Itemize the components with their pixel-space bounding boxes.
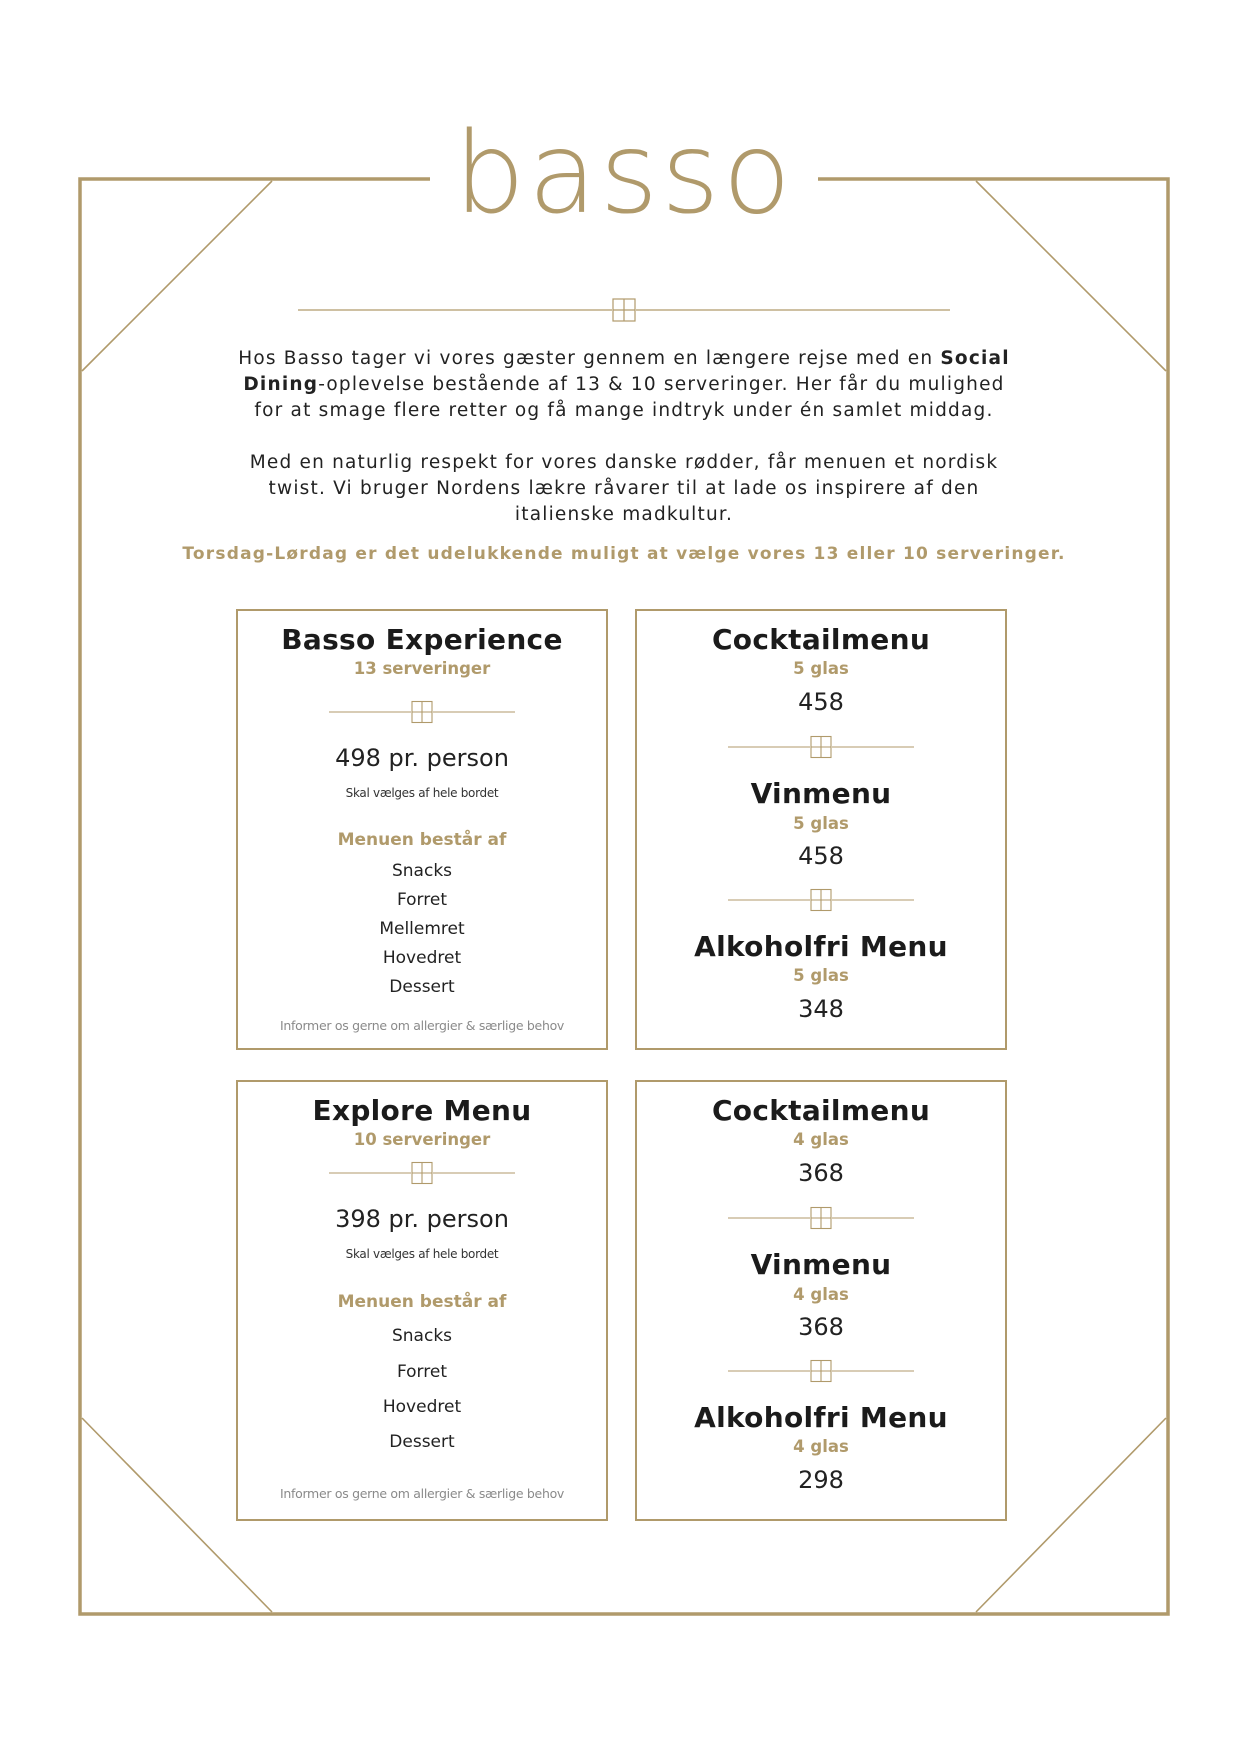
drink-subtitle: 4 glas (793, 1130, 849, 1149)
drink-price: 458 (798, 842, 844, 870)
course-item: Mellemret (379, 919, 465, 939)
drink-subtitle: 5 glas (793, 814, 849, 833)
drink-title: Alkoholfri Menu (694, 1401, 948, 1434)
explore-note: Skal vælges af hele bordet (345, 1247, 499, 1261)
drink-price: 348 (798, 995, 844, 1023)
drink-title: Vinmenu (750, 777, 892, 810)
divider-ornament-icon (728, 1206, 914, 1230)
intro-text-bold: Social Dining (243, 348, 1010, 395)
course-item: Dessert (389, 1432, 455, 1452)
experience-subtitle: 13 serveringer (353, 659, 491, 678)
explore-menu-heading: Menuen består af (337, 1292, 507, 1312)
drink-title: Alkoholfri Menu (694, 930, 948, 963)
drink-price: 298 (798, 1466, 844, 1494)
intro-text-b: -oplevelse bestående af 13 & 10 serveringer. Her får du mulighed for at smage flere retter og få mange indtryk under én samlet middag. (254, 374, 1005, 421)
intro-paragraph-1 (230, 346, 1018, 424)
explore-card (236, 1080, 608, 1521)
experience-price: 498 pr. person (335, 744, 509, 772)
drinks-5-card (635, 609, 1007, 1050)
logo: basso (454, 109, 794, 239)
divider-ornament-icon (728, 735, 914, 759)
drink-title: Cocktailmenu (711, 1094, 931, 1127)
intro-paragraph-2: Med en naturlig respekt for vores danske rødder, får menuen et nordisk twist. Vi bruger Nordens lækre råvarer til at lade os inspirere af den italienske madkultur. (249, 452, 999, 525)
allergy-footnote: Informer os gerne om allergier & særlige behov (279, 1486, 565, 1501)
allergy-footnote: Informer os gerne om allergier & særlige behov (279, 1018, 565, 1033)
drink-subtitle: 4 glas (793, 1437, 849, 1456)
experience-title: Basso Experience (281, 623, 563, 656)
drink-title: Vinmenu (750, 1248, 892, 1281)
divider-ornament-icon (728, 1359, 914, 1383)
experience-note: Skal vælges af hele bordet (345, 786, 499, 800)
course-item: Snacks (391, 861, 453, 881)
course-item: Forret (396, 1362, 447, 1382)
drink-price: 368 (798, 1159, 844, 1187)
course-item: Hovedret (382, 948, 462, 968)
divider-ornament-icon (728, 888, 914, 912)
drink-price: 458 (798, 688, 844, 716)
explore-price: 398 pr. person (335, 1205, 509, 1233)
course-item: Forret (396, 890, 447, 910)
intro-text-a: Hos Basso tager vi vores gæster gennem en længere rejse med en (238, 348, 941, 369)
drink-price: 368 (798, 1313, 844, 1341)
drinks-4-card (635, 1080, 1007, 1521)
drink-subtitle: 5 glas (793, 966, 849, 985)
course-item: Snacks (391, 1326, 453, 1346)
experience-menu-heading: Menuen består af (337, 830, 507, 850)
divider-ornament-icon (329, 700, 515, 724)
drink-subtitle: 4 glas (793, 1285, 849, 1304)
weekend-notice: Torsdag-Lørdag er det udelukkende muligt at vælge vores 13 eller 10 serveringer. (182, 544, 1066, 564)
course-item: Dessert (389, 977, 455, 997)
explore-subtitle: 10 serveringer (353, 1130, 491, 1149)
course-item: Hovedret (382, 1397, 462, 1417)
experience-card (236, 609, 608, 1050)
divider-ornament-icon (329, 1161, 515, 1185)
drink-subtitle: 5 glas (793, 659, 849, 678)
explore-title: Explore Menu (312, 1094, 532, 1127)
drink-title: Cocktailmenu (711, 623, 931, 656)
